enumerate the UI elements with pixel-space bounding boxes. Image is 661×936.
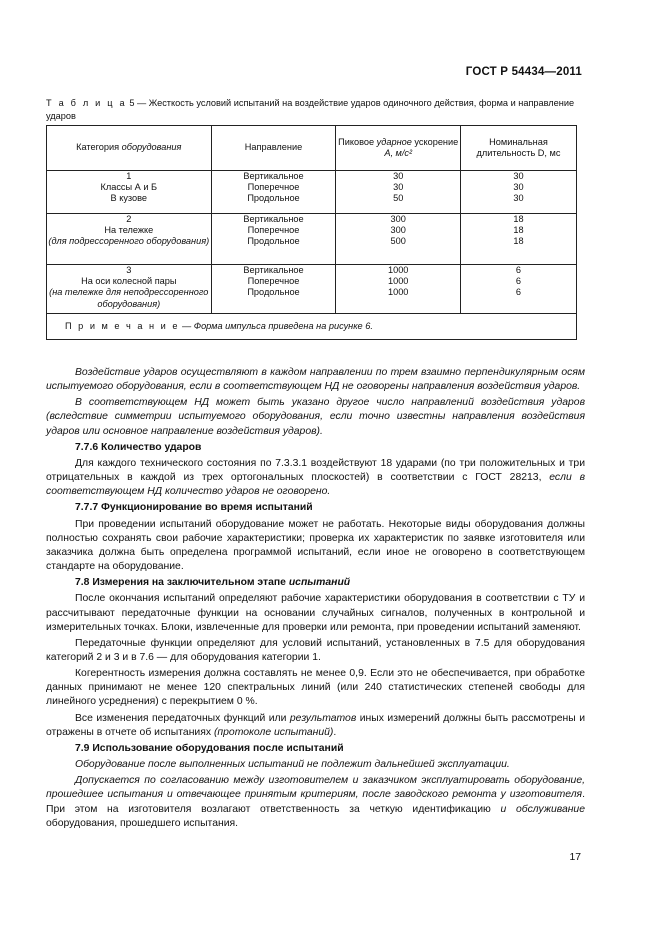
paragraph: Для каждого технического состояния по 7.3.3.1 воздействуют 18 ударами (по три положительных и три отрицательных в каждой из трех ортогональных плоскостей) в соответствии с ГОСТ 28213, если в соответствующем НД количество ударов не оговорено. — [46, 457, 585, 498]
section-heading-7-8: 7.8 Измерения на заключительном этапе испытаний — [75, 577, 351, 589]
table-caption-label: Т а б л и ц а — [46, 98, 127, 108]
table-note: П р и м е ч а н и е — Форма импульса приведена на рисунке 6. — [47, 314, 577, 340]
duration-cell: 6 6 6 — [460, 265, 576, 314]
direction-cell: Вертикальное Поперечное Продольное — [211, 265, 336, 314]
direction-cell: Вертикальное Поперечное Продольное — [211, 171, 336, 214]
paragraph: После окончания испытаний определяют рабочие характеристики оборудования в соответствии с ТУ и рассчитывают передаточные функции на основании случайных сигналов, полученных в контрольной и измерительных точках. Блоки, извлеченные для проверки или ремонта, при проведении испытаний заменяют. — [46, 593, 585, 633]
section-heading-7-7-7: 7.7.7 Функционирование во время испытаний — [75, 502, 313, 514]
category-cell: 3 На оси колесной пары (на тележке для неподрессоренного оборудования) — [47, 265, 212, 314]
table-row — [47, 171, 577, 214]
paragraph: В соответствующем НД может быть указано другое число направлений воздействия ударов (вследствие симметрии испытуемого оборудования, если точно известны направления воздействия ударов или основное направление воздействия ударов). — [46, 397, 585, 437]
header-peak-acceleration: Пиковое ударное ускорение A, м/с² — [336, 126, 461, 171]
section-heading-7-7-6: 7.7.6 Количество ударов — [75, 441, 202, 453]
category-cell: 2 На тележке (для подрессоренного оборудования) — [47, 214, 212, 265]
acceleration-cell: 30 30 50 — [336, 171, 461, 214]
page-number: 17 — [569, 852, 581, 863]
paragraph: Оборудование после выполненных испытаний не подлежит дальнейшей эксплуатации. — [75, 759, 510, 771]
table-row — [47, 265, 577, 314]
acceleration-cell: 300 300 500 — [336, 214, 461, 265]
table-caption-text: 5 — Жесткость условий испытаний на воздействие ударов одиночного действия, форма и направление ударов — [46, 98, 575, 121]
header-category: Категория оборудования — [47, 126, 212, 171]
paragraph: Все изменения передаточных функций или результатов иных измерений должны быть рассмотрены и отражены в отчете об испытаниях (протоколе испытаний). — [46, 712, 585, 738]
paragraph: При проведении испытаний оборудование может не работать. Некоторые виды оборудования должны полностью сохранять свои рабочие характеристики; проверка их характеристик по заявке изготовителя или заказчика должна быть определена программой испытаний, если иное не оговорено в соответствующем стандарте на оборудование. — [46, 518, 585, 573]
table-note-row — [47, 314, 577, 340]
table-header-row — [47, 126, 577, 171]
document-code-header: ГОСТ Р 54434—2011 — [465, 66, 582, 78]
header-direction: Направление — [211, 126, 336, 171]
paragraph: Воздействие ударов осуществляют в каждом направлении по трем взаимно перпендикулярным осям испытуемого оборудования, если в соответствующем НД не оговорены направления воздействия ударов. — [46, 367, 585, 393]
duration-cell: 18 18 18 — [460, 214, 576, 265]
category-cell: 1 Классы А и Б В кузове — [47, 171, 212, 214]
paragraph: Передаточные функции определяют для условий испытаний, установленных в 7.5 для оборудования категорий 2 и 3 и в 7.6 — для оборудования категории 1. — [46, 637, 585, 663]
section-heading-7-9: 7.9 Использование оборудования после испытаний — [75, 742, 344, 754]
shock-severity-table — [46, 125, 577, 340]
paragraph: Допускается по согласованию между изготовителем и заказчиком эксплуатировать оборудование, прошедшее испытания и отвечающее принятым критериям, после заводского ремонта у изготовителя. При этом на изготовителя возлагают ответственность за четкую идентификацию и обслуживание оборудования, прошедшего испытания. — [46, 775, 585, 829]
acceleration-cell: 1000 1000 1000 — [336, 265, 461, 314]
duration-cell: 30 30 30 — [460, 171, 576, 214]
document-body — [46, 366, 585, 833]
table-row — [47, 214, 577, 265]
table-caption — [46, 97, 586, 123]
direction-cell: Вертикальное Поперечное Продольное — [211, 214, 336, 265]
header-duration: Номинальная длительность D, мс — [460, 126, 576, 171]
paragraph: Когерентность измерения должна составлять не менее 0,9. Если это не обеспечивается, при обработке данных принимают не менее 120 спектральных линий (или 240 статистических степеней свободы для линейного усреднения) с перекрытием 0 %. — [46, 668, 585, 708]
